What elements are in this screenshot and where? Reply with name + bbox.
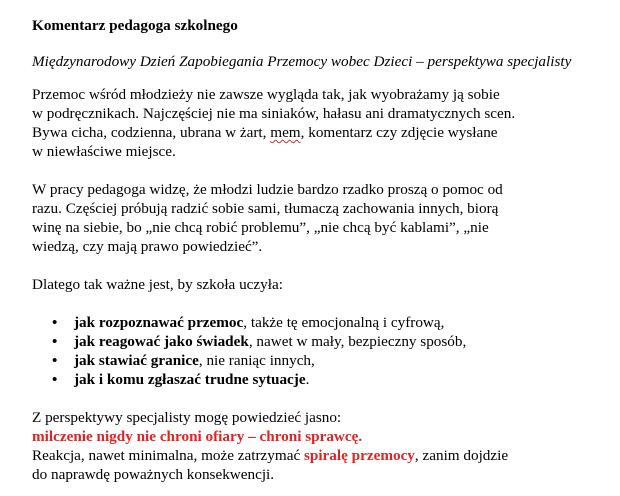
- list-item: [50, 370, 580, 389]
- bullet-icon: •: [52, 314, 58, 331]
- paragraph-experience: [32, 180, 580, 256]
- text-line: winę na siebie, bo „nie chcą robić problemu”, „nie chcą być kablami”, „nie: [32, 219, 489, 236]
- text-line: wiedzą, czy mają prawo powiedzieć”.: [32, 238, 263, 255]
- text-span: Reakcja, nawet minimalna, może zatrzymać: [32, 447, 304, 464]
- document-subtitle: Międzynarodowy Dzień Zapobiegania Przemocy wobec Dzieci – perspektywa specjalisty: [32, 53, 572, 70]
- list-item-bold: jak stawiać granice: [74, 352, 199, 369]
- bullet-list: [32, 313, 580, 389]
- paragraph-intro: [32, 85, 580, 161]
- list-item: [50, 351, 580, 370]
- text-span: , zanim dojdzie: [414, 447, 509, 464]
- text-line: W pracy pedagoga widzę, że młodzi ludzie bardzo rzadko proszą o pomoc od: [32, 181, 503, 198]
- highlighted-statement: milczenie nigdy nie chroni ofiary – chroni sprawcę.: [32, 428, 363, 445]
- paragraph-closing: [32, 408, 580, 484]
- list-item-rest: .: [305, 371, 310, 388]
- text-span: Bywa cicha, codzienna, ubrana w żart,: [32, 124, 271, 141]
- list-item-bold: jak i komu zgłaszać trudne sytuacje: [74, 371, 306, 388]
- text-line: w niewłaściwe miejsce.: [32, 143, 176, 160]
- text-line: [32, 123, 580, 142]
- text-line: Z perspektywy specjalisty mogę powiedzieć jasno:: [32, 409, 342, 426]
- list-item: [50, 332, 580, 351]
- list-item-bold: jak rozpoznawać przemoc: [74, 314, 244, 331]
- bullet-icon: •: [52, 333, 58, 350]
- text-line: w podręcznikach. Najczęściej nie ma siniaków, hałasu ani dramatycznych scen.: [32, 105, 516, 122]
- text-line: do naprawdę poważnych konsekwencji.: [32, 466, 275, 483]
- list-item-bold: jak reagować jako świadek: [74, 333, 249, 350]
- list-item-rest: , także tę emocjonalną i cyfrową,: [243, 314, 445, 331]
- highlighted-phrase: spiralę przemocy: [303, 447, 415, 464]
- list-item: [50, 313, 580, 332]
- text-line: razu. Częściej próbują radzić sobie sami, tłumaczą zachowania innych, biorą: [32, 200, 499, 217]
- bullet-icon: •: [52, 352, 58, 369]
- bullet-icon: •: [52, 371, 58, 388]
- misspelled-word[interactable]: mem: [270, 124, 301, 141]
- text-span: , komentarz czy zdjęcie wysłane: [300, 124, 498, 141]
- list-item-rest: , nawet w mały, bezpieczny sposób,: [248, 333, 467, 350]
- paragraph-list-intro: Dlatego tak ważne jest, by szkoła uczyła:: [32, 276, 283, 293]
- text-line: Przemoc wśród młodzieży nie zawsze wygląda tak, jak wyobrażamy ją sobie: [32, 86, 500, 103]
- text-line: [32, 446, 580, 465]
- list-item-rest: , nie raniąc innych,: [198, 352, 315, 369]
- document-heading: Komentarz pedagoga szkolnego: [32, 17, 238, 34]
